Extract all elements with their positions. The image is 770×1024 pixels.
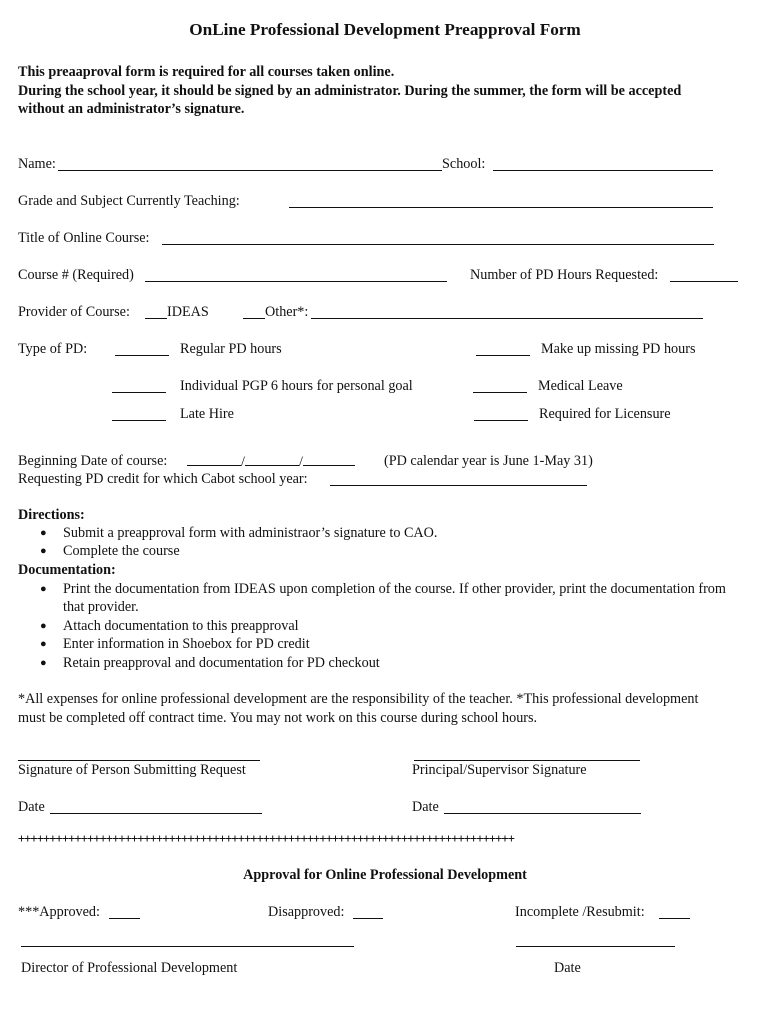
page-title: OnLine Professional Development Preapproval Form xyxy=(189,20,581,39)
type-makeup-option: Make up missing PD hours xyxy=(541,341,696,357)
type-pgp-option: Individual PGP 6 hours for personal goal xyxy=(180,378,413,394)
type-regular-blank[interactable] xyxy=(115,355,169,356)
name-field[interactable] xyxy=(58,170,442,171)
documentation-list xyxy=(18,580,748,672)
intro-line-2: During the school year, it should be signed by an administrator. During the summer, the form will be accepted xyxy=(18,83,682,99)
documentation-heading: Documentation: xyxy=(18,562,116,578)
principal-date-label: Date xyxy=(412,799,439,815)
approval-heading: Approval for Online Professional Development xyxy=(243,867,527,883)
type-medical-blank[interactable] xyxy=(473,392,527,393)
school-year-label: Requesting PD credit for which Cabot school year: xyxy=(18,471,308,487)
provider-ideas-blank[interactable] xyxy=(145,318,167,319)
directions-list xyxy=(18,524,748,561)
expense-note-line-1: *All expenses for online professional development are the responsibility of the teacher. *This professional development xyxy=(18,691,699,707)
school-label: School: xyxy=(442,156,486,172)
type-latehire-option: Late Hire xyxy=(180,406,234,422)
incomplete-field[interactable] xyxy=(659,918,690,919)
director-signature-field[interactable] xyxy=(21,946,354,947)
submitter-signature-label: Signature of Person Submitting Request xyxy=(18,762,246,778)
type-regular-option: Regular PD hours xyxy=(180,341,282,357)
course-number-field[interactable] xyxy=(145,281,447,282)
incomplete-label: Incomplete /Resubmit: xyxy=(515,904,645,920)
approved-field[interactable] xyxy=(109,918,140,919)
provider-other-option: Other*: xyxy=(265,304,309,320)
disapproved-field[interactable] xyxy=(353,918,383,919)
name-label: Name: xyxy=(18,156,56,172)
type-latehire-blank[interactable] xyxy=(112,420,166,421)
disapproved-label: Disapproved: xyxy=(268,904,345,920)
school-year-field[interactable] xyxy=(330,485,587,486)
list-item: ● Attach documentation to this preapproval xyxy=(18,617,748,635)
begin-date-field[interactable]: / / xyxy=(187,452,355,471)
school-field[interactable] xyxy=(493,170,713,171)
list-item: ● Complete the course xyxy=(18,542,748,560)
course-number-label: Course # (Required) xyxy=(18,267,134,283)
submitter-date-label: Date xyxy=(18,799,45,815)
pd-hours-field[interactable] xyxy=(670,281,738,282)
begin-day-blank[interactable] xyxy=(245,452,299,466)
list-item: ● Retain preapproval and documentation for PD checkout xyxy=(18,654,748,672)
list-item: ● Enter information in Shoebox for PD credit xyxy=(18,635,748,653)
principal-date-field[interactable] xyxy=(444,813,641,814)
expense-note-line-2: must be completed off contract time. You may not work on this course during school hours. xyxy=(18,710,538,726)
director-signature-label: Director of Professional Development xyxy=(21,960,238,976)
provider-label: Provider of Course: xyxy=(18,304,130,320)
approved-label: ***Approved: xyxy=(18,904,100,920)
type-licensure-option: Required for Licensure xyxy=(539,406,671,422)
director-date-label: Date xyxy=(554,960,581,976)
director-date-field[interactable] xyxy=(516,946,675,947)
begin-year-blank[interactable] xyxy=(303,452,355,466)
pd-hours-label: Number of PD Hours Requested: xyxy=(470,267,659,283)
directions-heading: Directions: xyxy=(18,507,85,523)
course-title-label: Title of Online Course: xyxy=(18,230,150,246)
submitter-date-field[interactable] xyxy=(50,813,262,814)
type-pgp-blank[interactable] xyxy=(112,392,166,393)
principal-signature-label: Principal/Supervisor Signature xyxy=(412,762,587,778)
list-item: ● Submit a preapproval form with administraor’s signature to CAO. xyxy=(18,524,748,542)
type-medical-option: Medical Leave xyxy=(538,378,623,394)
begin-date-label: Beginning Date of course: xyxy=(18,453,168,469)
type-licensure-blank[interactable] xyxy=(474,420,528,421)
calendar-note: (PD calendar year is June 1-May 31) xyxy=(384,453,593,469)
provider-other-field[interactable] xyxy=(311,318,703,319)
list-item: ● Print the documentation from IDEAS upon completion of the course. If other provider, print the documentation from that provider. xyxy=(18,580,748,617)
grade-subject-label: Grade and Subject Currently Teaching: xyxy=(18,193,240,209)
course-title-field[interactable] xyxy=(162,244,714,245)
provider-ideas-option: IDEAS xyxy=(167,304,209,320)
intro-line-3: without an administrator’s signature. xyxy=(18,101,245,117)
provider-other-blank[interactable] xyxy=(243,318,265,319)
type-of-pd-label: Type of PD: xyxy=(18,341,88,357)
intro-line-1: This preaaproval form is required for all courses taken online. xyxy=(18,64,395,80)
separator-row: +++++++++++++++++++++++++++++++++++++++++++++++++++++++++++++++++++++++++++++++ xyxy=(18,831,515,845)
grade-subject-field[interactable] xyxy=(289,207,713,208)
type-makeup-blank[interactable] xyxy=(476,355,530,356)
begin-month-blank[interactable] xyxy=(187,452,241,466)
